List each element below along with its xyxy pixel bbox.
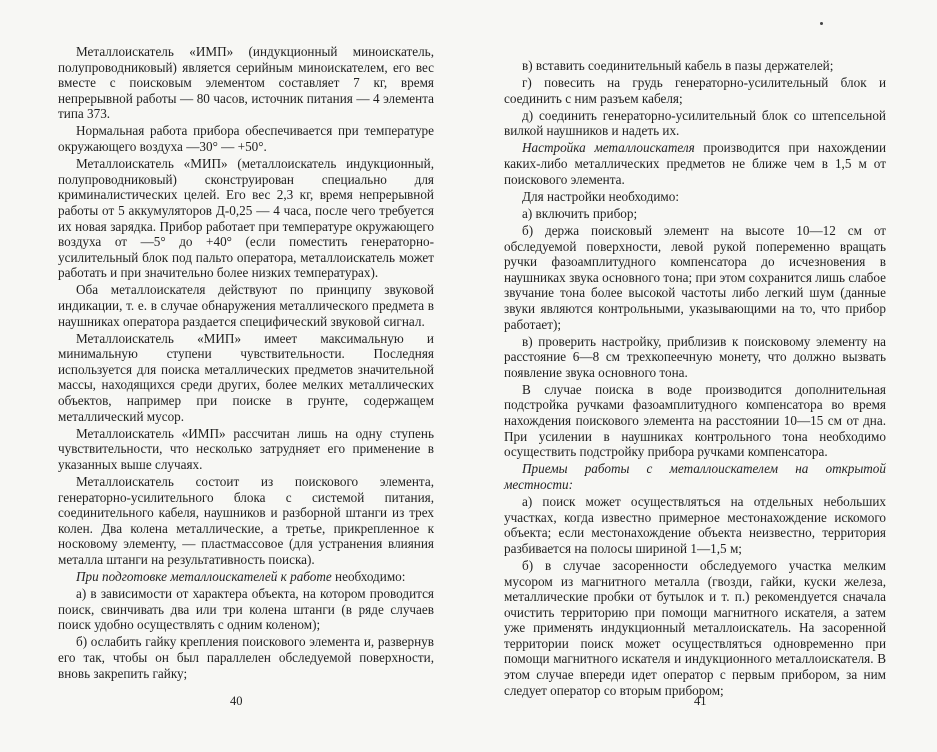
prep-paragraph [58, 569, 434, 585]
list-item: г) повесить на грудь генераторно-усилительный блок и соединить с ним разъем кабеля; [504, 75, 886, 106]
methods-heading: Приемы работы с металлоискателем на открытой местности: [504, 461, 886, 492]
list-item: а) включить прибор; [522, 205, 638, 221]
list-item: а) в зависимости от характера объекта, на котором проводится поиск, свинчивать два или три колена штанги (в ряде случаев поиск удобно осуществлять с одним коленом); [58, 586, 434, 633]
prep-rest: необходимо: [331, 569, 406, 585]
list-item: в) вставить соединительный кабель в пазы держателей; [522, 58, 834, 73]
left-page [0, 0, 468, 752]
left-page-text [58, 44, 434, 683]
paragraph: Оба металлоискателя действуют по принципу звуковой индикации, т. е. в случае обнаружения металлического предмета в наушниках оператора раздается специфический звуковой сигнал. [58, 282, 434, 329]
paragraph: Для настройки необходимо: [522, 188, 680, 204]
prep-heading: При подготовке металлоискателей к работе [76, 569, 332, 585]
tuning-heading: Настройка металлоискателя [522, 140, 695, 156]
paragraph: Металлоискатель «ИМП» рассчитан лишь на одну ступень чувствительности, что несколько затрудняет его применение в указанных выше случаях. [58, 425, 434, 472]
list-item: д) соединить генераторно-усилительный блок со штепсельной вилкой наушников и надеть их. [504, 107, 886, 139]
paragraph: Нормальная работа прибора обеспечивается при температуре окружающего воздуха —30° — +50°. [58, 123, 434, 155]
paragraph: В случае поиска в воде производится дополнительная подстройка ручками фазоамплитудного компенсатора во время нахождения поискового элемента на расстоянии 10—15 см от дна. При усилении в наушниках контрольного тона необходимо осуществить подстройку прибора ручками компенсатора. [504, 381, 886, 460]
print-speck [820, 22, 823, 25]
list-item: в) проверить настройку, приблизив к поисковому элементу на расстояние 6—8 см трехкопеечную монету, что должно вызвать появление звука основного тона. [504, 333, 886, 380]
paragraph: Металлоискатель «ИМП» (индукционный миноискатель, полупроводниковый) является серийным миноискателем, его вес вместе с поисковым элементом составляет 7 кг, время непрерывной работы — 80 часов, источник питания — 4 элемента типа 373. [58, 44, 434, 122]
paragraph: Металлоискатель состоит из поискового элемента, генераторно-усилительного блока с системой питания, соединительного кабеля, наушников и разборной штанги из трех колен. Два колена металлические, а третье, прикрепленное к носковому элементу, — пластмассовое (для устранения влияния металла штанги на результативность поиска). [58, 474, 434, 567]
list-item: а) поиск может осуществляться на отдельных небольших участках, когда известно примерное местонахождение искомого объекта; если местонахождение объекта неизвестно, территория разбивается на полосы шириной 1—1,5 м; [504, 494, 886, 556]
page-number: 41 [694, 694, 707, 708]
right-page [468, 0, 937, 752]
list-item: б) ослабить гайку крепления поискового элемента и, развернув его так, чтобы он был параллелен обследуемой поверхности, вновь закрепить гайку; [58, 634, 434, 681]
right-page-text [504, 58, 886, 700]
list-item: б) в случае засоренности обследуемого участка мелким мусором из магнитного металла (гвозди, гайки, куски железа, металлические пробки от бутылок и т. п.) рекомендуется сначала очистить территорию при помощи магнитного искателя, а затем уже применять индукционный металлоискатель. На засоренной территории поиск может осуществляться одновременно при помощи магнитного искателя и индукционного металлоискателя. В этом случае впереди идет оператор с первым прибором, за ним следует оператор со вторым прибором; [504, 557, 886, 698]
page-number: 40 [230, 694, 243, 708]
paragraph: Металлоискатель «МИП» (металлоискатель индукционный, полупроводниковый) сконструирован специально для криминалистических целей. Его вес 2,3 кг, время непрерывной работы от 5 аккумуляторов Д-0,25 — 4 часа, после чего требуется их новая зарядка. Прибор работает при температуре окружающего воздуха от —5° до +40° (если поместить генераторно-усилительный блок под пальто оператора, металлоискатель может работать и при значительно более низких температурах). [58, 156, 434, 281]
tuning-paragraph [504, 140, 886, 187]
paragraph: Металлоискатель «МИП» имеет максимальную и минимальную ступени чувствительности. Последняя используется для поиска металлических предметов значительной массы, находящихся среди других, более мелких металлических объектов, например при поиске в грунте, содержащем металлический мусор. [58, 330, 434, 424]
tuning-rest: производится при нахождении каких-либо металлических предметов не ближе чем в 1,5 м от поискового элемента. [504, 140, 887, 187]
list-item: б) держа поисковый элемент на высоте 10—12 см от обследуемой поверхности, левой рукой попеременно вращать ручки фазоамплитудного компенсатора до исчезновения в наушниках звука основного тона; при этом сохранится лишь слабое звучание тона более высокой частоты либо легкий шум (данные звуки являются контрольными, указывающими на то, что прибор работает); [504, 222, 886, 332]
